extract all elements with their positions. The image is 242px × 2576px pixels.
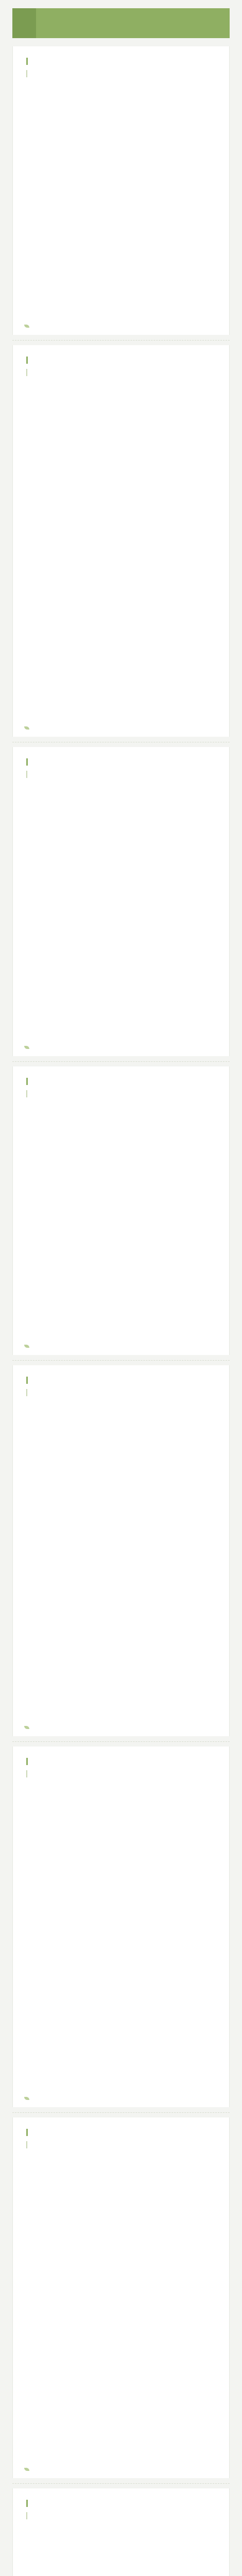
header-titles <box>36 15 230 31</box>
body-paragraph <box>26 1103 216 1110</box>
body-paragraph <box>26 2154 216 2161</box>
section-card <box>12 2488 230 2576</box>
leaf-icon <box>24 325 29 328</box>
section-heading <box>26 1758 216 1765</box>
section-quote <box>26 1770 216 1777</box>
section-caption <box>26 2203 216 2208</box>
body-paragraph <box>26 393 216 401</box>
leaf-icon <box>24 2468 29 2471</box>
body-paragraph <box>26 1806 216 1814</box>
body-paragraph <box>26 417 216 425</box>
section-divider <box>12 340 230 341</box>
section-divider <box>12 1360 230 1361</box>
section-divider <box>12 1061 230 1062</box>
body-paragraph <box>26 2524 216 2532</box>
section-card <box>12 747 230 1056</box>
body-paragraph <box>26 807 216 815</box>
section-caption <box>26 1832 216 1837</box>
body-paragraph <box>26 82 216 90</box>
body-paragraph <box>26 783 216 791</box>
body-paragraph <box>26 1818 216 1826</box>
leaf-icon <box>24 2097 29 2100</box>
section-caption <box>26 1140 216 1145</box>
body-paragraph <box>26 94 216 102</box>
section-quote <box>26 1090 216 1097</box>
section-heading <box>26 2500 216 2507</box>
section-quote <box>26 1389 216 1396</box>
section-heading <box>26 1078 216 1085</box>
body-paragraph <box>26 1413 216 1421</box>
section-divider <box>12 1741 230 1742</box>
section-heading <box>26 357 216 364</box>
section-card <box>12 1747 230 2107</box>
section-divider <box>12 2483 230 2484</box>
section-heading <box>26 758 216 766</box>
page-title <box>36 22 230 31</box>
section-quote <box>26 2512 216 2519</box>
body-paragraph <box>26 1425 216 1433</box>
section-heading <box>26 2129 216 2136</box>
body-paragraph <box>26 1794 216 1802</box>
body-paragraph <box>26 1114 216 1122</box>
section-divider <box>12 2112 230 2113</box>
body-paragraph <box>26 1126 216 1134</box>
body-paragraph <box>26 106 216 114</box>
body-paragraph <box>26 405 216 413</box>
section-card <box>12 345 230 737</box>
body-paragraph <box>26 2189 216 2197</box>
body-paragraph <box>26 429 216 436</box>
body-paragraph <box>26 1401 216 1409</box>
header-banner <box>12 8 230 38</box>
section-heading <box>26 58 216 65</box>
leaf-icon <box>24 1345 29 1348</box>
body-paragraph <box>26 795 216 803</box>
section-card <box>12 1066 230 1355</box>
section-caption <box>26 1451 216 1456</box>
section-quote <box>26 70 216 77</box>
body-paragraph <box>26 381 216 389</box>
body-paragraph <box>26 2536 216 2544</box>
body-paragraph <box>26 819 216 826</box>
body-paragraph <box>26 2177 216 2185</box>
section-caption <box>26 2562 216 2567</box>
section-quote <box>26 2141 216 2148</box>
header-kicker <box>36 15 230 21</box>
section-quote <box>26 369 216 376</box>
body-paragraph <box>26 1437 216 1445</box>
body-paragraph <box>26 1783 216 1790</box>
leaf-icon <box>24 726 29 730</box>
section-caption <box>26 120 216 125</box>
body-paragraph <box>26 2165 216 2173</box>
leaf-icon <box>24 1046 29 1049</box>
page-badge <box>12 8 36 38</box>
section-heading <box>26 1377 216 1384</box>
section-caption <box>26 833 216 838</box>
body-paragraph <box>26 2548 216 2556</box>
leaf-icon <box>24 1726 29 1729</box>
section-card <box>12 1365 230 1736</box>
section-card <box>12 46 230 335</box>
section-caption <box>26 443 216 448</box>
section-card <box>12 2117 230 2478</box>
section-quote <box>26 771 216 778</box>
